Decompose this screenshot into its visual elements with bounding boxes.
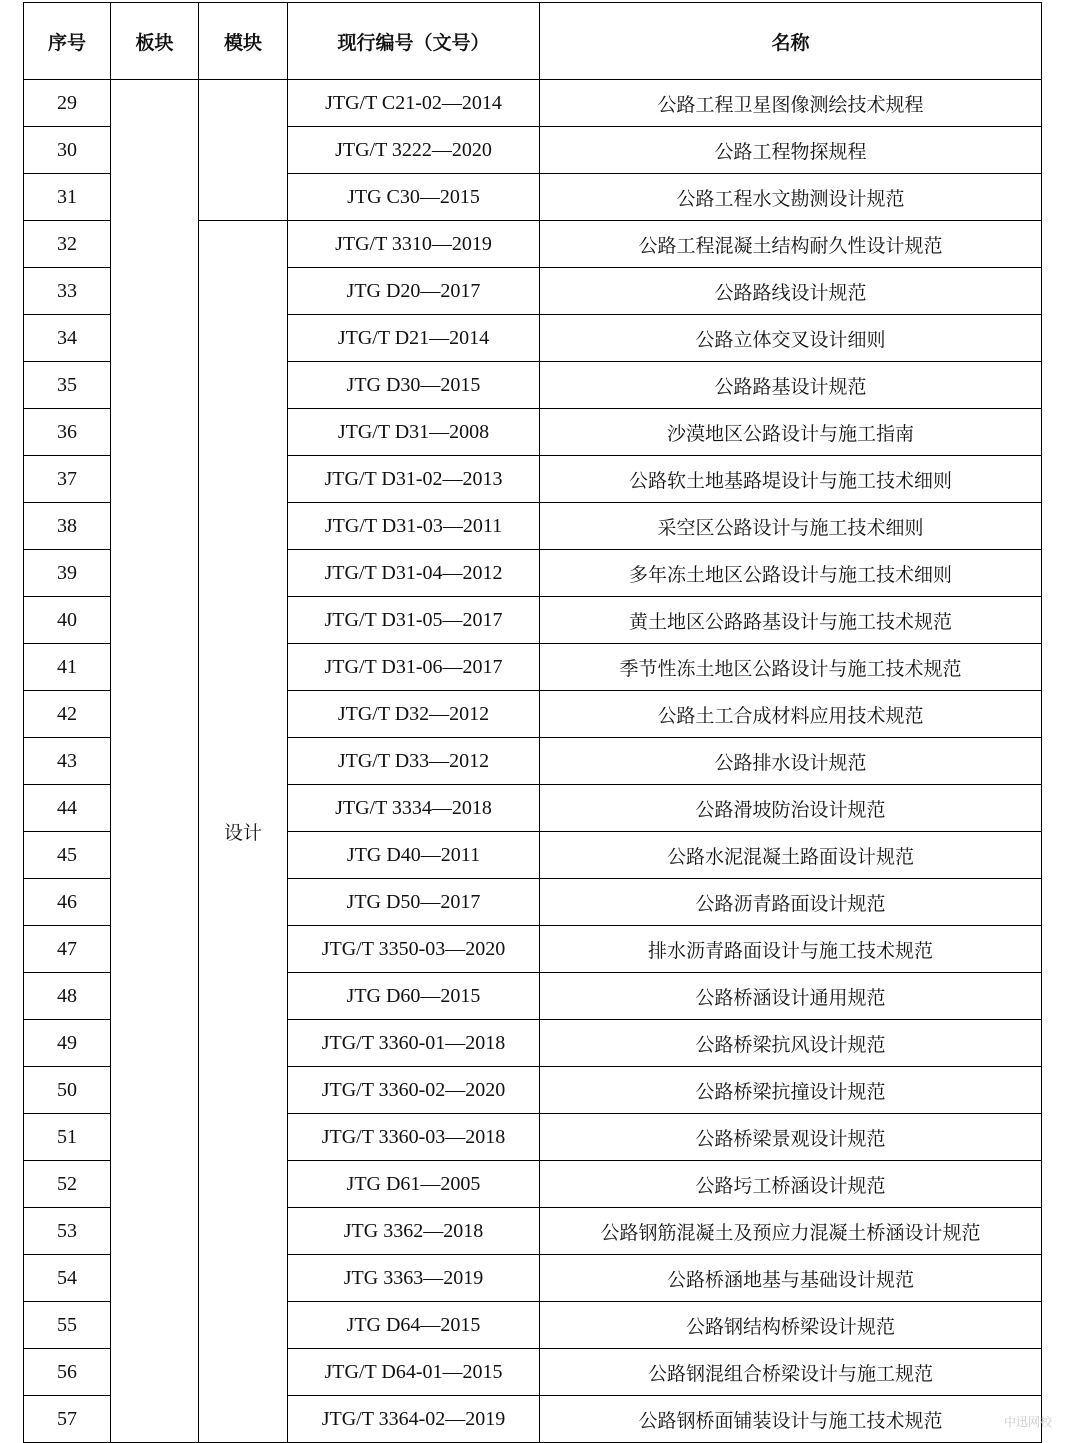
sector-cell: [111, 80, 199, 1443]
row-index: 51: [24, 1114, 111, 1161]
watermark: 中迅网校: [1003, 1415, 1052, 1429]
row-name: 公路滑坡防治设计规范: [540, 785, 1042, 832]
row-name: 公路桥梁景观设计规范: [540, 1114, 1042, 1161]
row-code: JTG D50—2017: [288, 879, 540, 926]
row-index: 54: [24, 1255, 111, 1302]
module-cell-design: 设计: [199, 221, 288, 1443]
row-name: 公路排水设计规范: [540, 738, 1042, 785]
row-code: JTG D61—2005: [288, 1161, 540, 1208]
table-body: [24, 80, 1042, 1443]
row-code: JTG/T 3334—2018: [288, 785, 540, 832]
row-index: 52: [24, 1161, 111, 1208]
row-code: JTG/T 3360-03—2018: [288, 1114, 540, 1161]
row-name: 公路工程卫星图像测绘技术规程: [540, 80, 1042, 127]
row-index: 49: [24, 1020, 111, 1067]
row-name: 黄土地区公路路基设计与施工技术规范: [540, 597, 1042, 644]
row-name: 公路圬工桥涵设计规范: [540, 1161, 1042, 1208]
row-code: JTG/T D32—2012: [288, 691, 540, 738]
row-name: 排水沥青路面设计与施工技术规范: [540, 926, 1042, 973]
table-row: [24, 80, 1042, 127]
row-name: 公路桥梁抗撞设计规范: [540, 1067, 1042, 1114]
row-code: JTG/T D31-02—2013: [288, 456, 540, 503]
row-code: JTG D30—2015: [288, 362, 540, 409]
row-index: 39: [24, 550, 111, 597]
row-index: 42: [24, 691, 111, 738]
row-name: 公路钢筋混凝土及预应力混凝土桥涵设计规范: [540, 1208, 1042, 1255]
row-name: 公路钢混组合桥梁设计与施工规范: [540, 1349, 1042, 1396]
row-index: 44: [24, 785, 111, 832]
row-code: JTG/T 3222—2020: [288, 127, 540, 174]
row-index: 56: [24, 1349, 111, 1396]
row-code: JTG D60—2015: [288, 973, 540, 1020]
row-code: JTG/T 3360-02—2020: [288, 1067, 540, 1114]
row-index: 47: [24, 926, 111, 973]
row-index: 55: [24, 1302, 111, 1349]
row-name: 公路桥涵设计通用规范: [540, 973, 1042, 1020]
row-index: 31: [24, 174, 111, 221]
row-code: JTG/T 3310—2019: [288, 221, 540, 268]
row-name: 公路工程物探规程: [540, 127, 1042, 174]
row-name: 公路桥涵地基与基础设计规范: [540, 1255, 1042, 1302]
row-name: 公路软土地基路堤设计与施工技术细则: [540, 456, 1042, 503]
row-index: 38: [24, 503, 111, 550]
row-index: 35: [24, 362, 111, 409]
row-code: JTG/T 3350-03—2020: [288, 926, 540, 973]
row-index: 40: [24, 597, 111, 644]
header-code: 现行编号（文号）: [288, 3, 540, 80]
row-index: 46: [24, 879, 111, 926]
row-code: JTG/T D64-01—2015: [288, 1349, 540, 1396]
row-index: 48: [24, 973, 111, 1020]
row-code: JTG/T 3360-01—2018: [288, 1020, 540, 1067]
row-name: 公路工程混凝土结构耐久性设计规范: [540, 221, 1042, 268]
row-name: 公路沥青路面设计规范: [540, 879, 1042, 926]
row-name: 公路钢结构桥梁设计规范: [540, 1302, 1042, 1349]
row-code: JTG/T D31-04—2012: [288, 550, 540, 597]
row-name: 公路立体交叉设计细则: [540, 315, 1042, 362]
row-code: JTG/T 3364-02—2019: [288, 1396, 540, 1443]
row-name: 采空区公路设计与施工技术细则: [540, 503, 1042, 550]
row-code: JTG/T C21-02—2014: [288, 80, 540, 127]
row-name: 公路土工合成材料应用技术规范: [540, 691, 1042, 738]
row-name: 公路桥梁抗风设计规范: [540, 1020, 1042, 1067]
row-code: JTG/T D31-05—2017: [288, 597, 540, 644]
row-code: JTG C30—2015: [288, 174, 540, 221]
row-code: JTG D64—2015: [288, 1302, 540, 1349]
row-code: JTG/T D31-06—2017: [288, 644, 540, 691]
row-name: 季节性冻土地区公路设计与施工技术规范: [540, 644, 1042, 691]
row-name: 多年冻土地区公路设计与施工技术细则: [540, 550, 1042, 597]
table-header: [24, 3, 1042, 80]
row-index: 53: [24, 1208, 111, 1255]
row-code: JTG D20—2017: [288, 268, 540, 315]
header-row: [24, 3, 1042, 80]
row-name: 公路水泥混凝土路面设计规范: [540, 832, 1042, 879]
header-index: 序号: [24, 3, 111, 80]
header-sector: 板块: [111, 3, 199, 80]
module-cell-survey: [199, 80, 288, 221]
row-code: JTG 3363—2019: [288, 1255, 540, 1302]
row-index: 32: [24, 221, 111, 268]
row-code: JTG/T D31—2008: [288, 409, 540, 456]
row-index: 45: [24, 832, 111, 879]
row-name: 公路路线设计规范: [540, 268, 1042, 315]
row-index: 50: [24, 1067, 111, 1114]
header-module: 模块: [199, 3, 288, 80]
row-index: 41: [24, 644, 111, 691]
row-name: 公路钢桥面铺装设计与施工技术规范: [540, 1396, 1042, 1443]
row-index: 37: [24, 456, 111, 503]
row-index: 30: [24, 127, 111, 174]
row-index: 43: [24, 738, 111, 785]
row-name: 沙漠地区公路设计与施工指南: [540, 409, 1042, 456]
standards-table: [23, 2, 1042, 1443]
row-code: JTG D40—2011: [288, 832, 540, 879]
row-index: 36: [24, 409, 111, 456]
row-code: JTG 3362—2018: [288, 1208, 540, 1255]
row-name: 公路路基设计规范: [540, 362, 1042, 409]
row-name: 公路工程水文勘测设计规范: [540, 174, 1042, 221]
row-code: JTG/T D31-03—2011: [288, 503, 540, 550]
row-code: JTG/T D33—2012: [288, 738, 540, 785]
row-code: JTG/T D21—2014: [288, 315, 540, 362]
row-index: 57: [24, 1396, 111, 1443]
header-name: 名称: [540, 3, 1042, 80]
row-index: 33: [24, 268, 111, 315]
row-index: 29: [24, 80, 111, 127]
row-index: 34: [24, 315, 111, 362]
